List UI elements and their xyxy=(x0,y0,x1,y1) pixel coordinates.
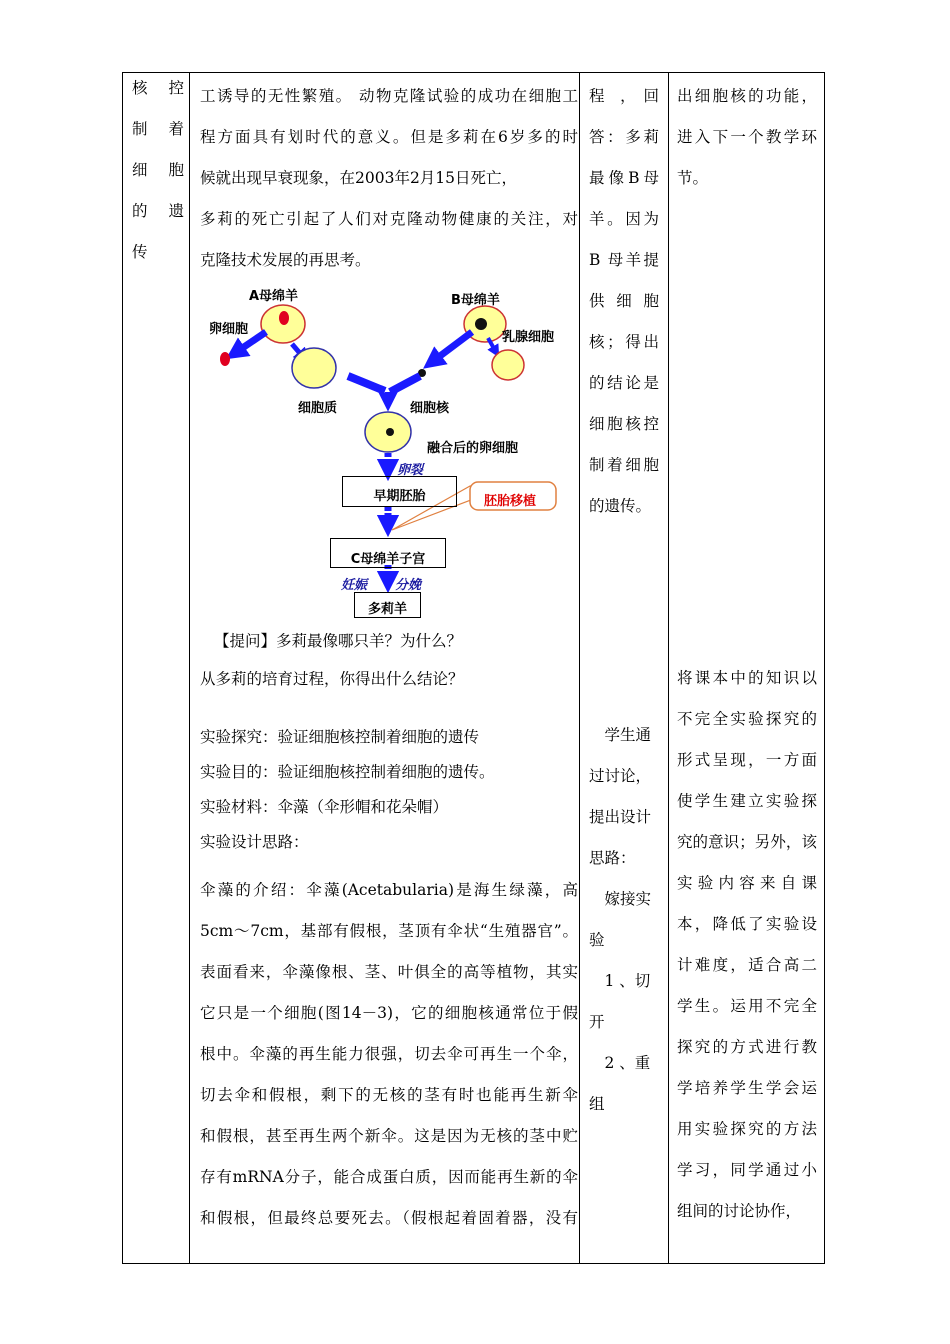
arrow-extract-nucleus xyxy=(432,332,472,362)
intro-line: 根中。伞藻的再生能力很强，切去伞可再生一个伞， xyxy=(200,1045,578,1063)
topic-row: 的 遗 xyxy=(132,202,184,220)
intro-line: 5cm～7cm，基部有假根，茎顶有伞状“生殖器官”。 xyxy=(200,922,578,940)
removed-nucleus xyxy=(220,352,230,366)
box-dolly: 多莉羊 xyxy=(354,592,421,618)
activity-line: 2 、重 xyxy=(589,1054,651,1072)
experiment-line: 实验探究：验证细胞核控制着细胞的遗传 xyxy=(200,728,480,746)
activity-line: 细胞核控 xyxy=(589,415,659,433)
intent-line: 计难度，适合高二 xyxy=(677,956,817,974)
topic-row: 传 xyxy=(132,243,148,261)
design-intent-bottom xyxy=(677,658,817,1232)
intent-line: 组间的讨论协作， xyxy=(677,1202,802,1220)
a-nucleus xyxy=(279,311,289,325)
label-cytoplasm: 细胞质 xyxy=(298,401,338,416)
intent-line: 用实验探究的方法 xyxy=(677,1120,817,1138)
fused-nucleus xyxy=(386,428,394,436)
intent-line: 探究的方式进行教 xyxy=(677,1038,817,1056)
label-birth: 分娩 xyxy=(395,578,422,593)
question-line: 【提问】多莉最像哪只羊？为什么？ xyxy=(214,632,463,650)
question-block xyxy=(200,622,578,698)
intent-line: 将课本中的知识以 xyxy=(677,669,817,687)
topic-row: 细 胞 xyxy=(132,161,184,179)
intent-line: 实 验 内 容 来 自 课 xyxy=(677,874,817,892)
experiment-block xyxy=(200,720,578,860)
content-line: 候就出现早衰现象，在2003年2月15日死亡， xyxy=(200,169,518,187)
content-cell-top xyxy=(200,76,578,281)
topic-row: 核 控 xyxy=(132,79,184,97)
column-divider xyxy=(189,73,190,1263)
label-pregnancy: 妊娠 xyxy=(341,578,368,593)
intent-line: 学生。运用不完全 xyxy=(677,997,817,1015)
label-b-sheep: B母绵羊 xyxy=(451,293,500,308)
intent-line: 学习，同学通过小 xyxy=(677,1161,817,1179)
activity-line: 验 xyxy=(589,931,605,949)
experiment-line: 实验设计思路： xyxy=(200,833,309,851)
intro-line: 和假根，但最终总要死去。（假根起着固着器，没有 xyxy=(200,1209,578,1227)
label-mammary-cell: 乳腺细胞 xyxy=(502,330,555,345)
intent-line: 不完全实验探究的 xyxy=(677,710,817,728)
activity-line: 过讨论， xyxy=(589,767,652,785)
label-transplant: 胚胎移植 xyxy=(484,494,537,509)
activity-line: 最像B母 xyxy=(589,169,659,187)
activity-line: 核；得出 xyxy=(589,333,659,351)
intent-line: 使学生建立实验探 xyxy=(677,792,817,810)
intro-line: 表面看来，伞藻像根、茎、叶俱全的高等植物，其实 xyxy=(200,963,578,981)
acetabularia-intro xyxy=(200,870,578,1239)
merge-arrow-left xyxy=(348,376,385,391)
activity-line: 的遗传。 xyxy=(589,497,652,515)
activity-line: 羊。因为 xyxy=(589,210,659,228)
activity-line: 制着细胞 xyxy=(589,456,659,474)
activity-line: 程 ， 回 xyxy=(589,87,659,105)
label-a-sheep: A母绵羊 xyxy=(249,289,299,304)
box-c-uterus: C母绵羊子宫 xyxy=(330,538,446,568)
experiment-line: 实验材料：伞藻（伞形帽和花朵帽） xyxy=(200,798,449,816)
intro-line: 和假根，甚至再生两个新伞。这是因为无核的茎中贮 xyxy=(200,1127,578,1145)
label-fused-egg: 融合后的卵细胞 xyxy=(427,441,519,456)
content-line: 程方面具有划时代的意义。但是多莉在6岁多的时 xyxy=(200,128,578,146)
label-nucleus: 细胞核 xyxy=(410,401,450,416)
question-line: 从多莉的培育过程，你得出什么结论？ xyxy=(200,670,464,688)
activity-line: 1 、切 xyxy=(589,972,651,990)
content-line: 多莉的死亡引起了人们对克隆动物健康的关注，对 xyxy=(200,210,578,228)
design-intent-top xyxy=(677,76,817,199)
intent-line: 本，降低了实验设 xyxy=(677,915,817,933)
activity-line: 提出设计 xyxy=(589,808,652,826)
mammary-cell xyxy=(492,350,524,380)
content-line: 克隆技术发展的再思考。 xyxy=(200,251,371,269)
cloning-diagram xyxy=(200,280,580,625)
intro-line: 它只是一个细胞(图14－3)，它的细胞核通常位于假 xyxy=(200,1004,578,1022)
activity-line: B 母羊提 xyxy=(589,251,659,269)
intro-line: 存有mRNA分子，能合成蛋白质，因而能再生新的伞 xyxy=(200,1168,578,1186)
intent-line: 出细胞核的功能， xyxy=(677,87,817,105)
intent-line: 进入下一个教学环 xyxy=(677,128,817,146)
label-cleavage: 卵裂 xyxy=(397,463,424,478)
b-nucleus xyxy=(475,318,487,330)
cytoplasm-cell xyxy=(292,348,336,388)
activity-line: 学生通 xyxy=(589,726,652,744)
activity-line: 思路： xyxy=(589,849,636,867)
topic-cell xyxy=(132,78,184,283)
intent-line: 究的意识；另外，该 xyxy=(677,833,817,851)
student-activity-bottom xyxy=(589,715,659,1125)
column-divider xyxy=(668,73,669,1263)
intent-line: 形式呈现，一方面 xyxy=(677,751,817,769)
merge-arrow-right xyxy=(390,376,420,392)
intent-line: 节。 xyxy=(677,169,709,187)
activity-line: 组 xyxy=(589,1095,605,1113)
experiment-line: 实验目的：验证细胞核控制着细胞的遗传。 xyxy=(200,763,495,781)
activity-line: 的结论是 xyxy=(589,374,659,392)
activity-line: 开 xyxy=(589,1013,605,1031)
activity-line: 答：多莉 xyxy=(589,128,659,146)
intro-line: 伞藻的介绍：伞藻(Acetabularia)是海生绿藻，高 xyxy=(200,881,578,899)
intro-line: 切去伞和假根，剩下的无核的茎有时也能再生新伞 xyxy=(200,1086,578,1104)
intent-line: 学培养学生学会运 xyxy=(677,1079,817,1097)
topic-row: 制 着 xyxy=(132,120,184,138)
box-early-embryo: 早期胚胎 xyxy=(342,476,457,507)
label-egg-cell: 卵细胞 xyxy=(209,322,249,337)
activity-line: 嫁接实 xyxy=(589,890,652,908)
column-divider xyxy=(579,73,580,1263)
activity-line: 供 细 胞 xyxy=(589,292,659,310)
content-line: 工诱导的无性繁殖。 动物克隆试验的成功在细胞工 xyxy=(200,87,578,105)
student-activity-top xyxy=(589,76,659,527)
